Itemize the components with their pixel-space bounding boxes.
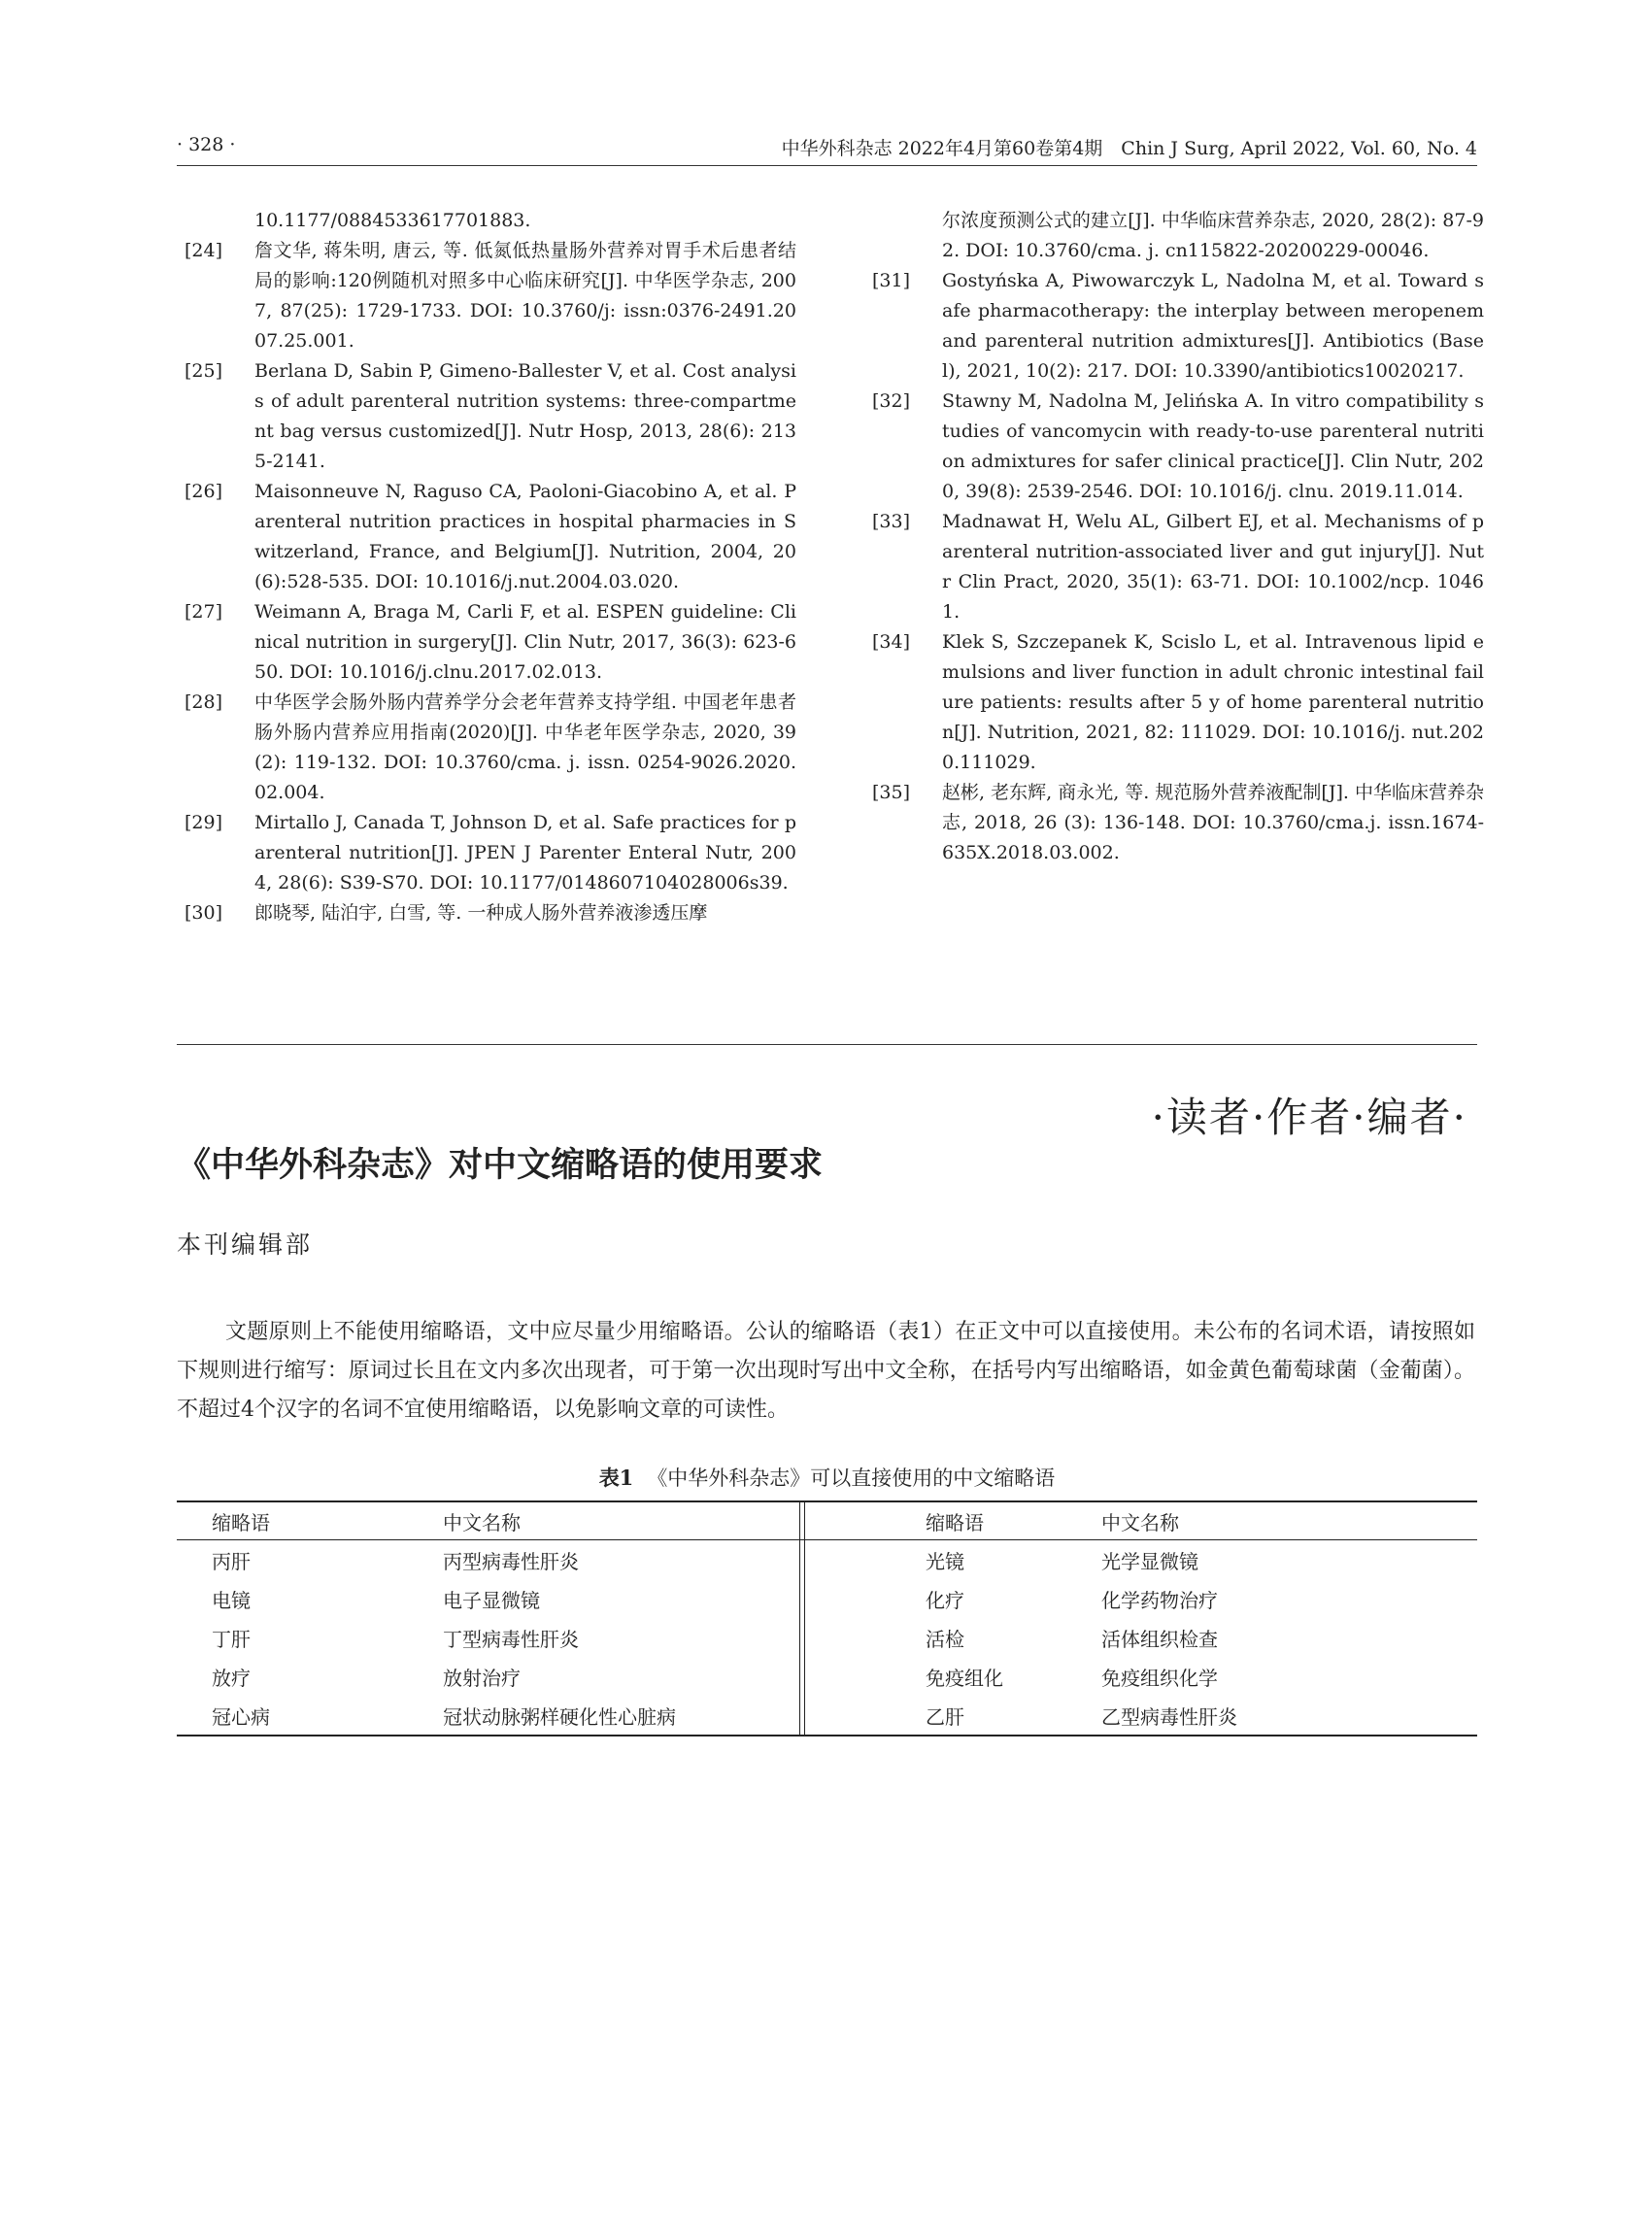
header-abbreviation: 缩略语: [177, 1501, 442, 1540]
reference-number: [27]: [185, 601, 223, 623]
reference-number: [34]: [872, 631, 911, 653]
reference-text: 詹文华, 蒋朱明, 唐云, 等. 低氮低热量肠外营养对胃手术后患者结局的影响:120例随机对照多中心临床研究[J]. 中华医学杂志, 2007, 87(25): 1729-1733. DOI: 10.3760/j: issn:0376-2491.2007.25.001.: [254, 240, 796, 352]
reference-number: [31]: [872, 270, 911, 291]
reference-number: [28]: [185, 691, 223, 713]
journal-citation: 中华外科杂志 2022年4月第60卷第4期 Chin J Surg, April 2022, Vol. 60, No. 4: [781, 138, 1477, 159]
table-title: 《中华外科杂志》可以直接使用的中文缩略语: [647, 1466, 1056, 1490]
reference-text: Maisonneuve N, Raguso CA, Paoloni-Giacobino A, et al. Parenteral nutrition practices in hospital pharmacies in Switzerland, France, and Belgium[J]. Nutrition, 2004, 20(6):528-535. DOI: 10.1016/j.nut.2004.03.020.: [254, 481, 796, 592]
reference-item: [872, 387, 1484, 507]
reference-text: Mirtallo J, Canada T, Johnson D, et al. Safe practices for parenteral nutrition[J]. JPEN J Parenter Enteral Nutr, 2004, 28(6): S39-S70. DOI: 10.1177/0148607104028006s39.: [254, 812, 796, 893]
full-name-cell: 免疫组织化学: [1101, 1666, 1218, 1690]
reference-text: Gostyńska A, Piwowarczyk L, Nadolna M, et al. Toward safe pharmacotherapy: the interplay between meropenem and parenteral nutrition admixtures[J]. Antibiotics (Basel), 2021, 10(2): 217. DOI: 10.3390/antibiotics10020217.: [942, 270, 1484, 382]
reference-text: 中华医学会肠外肠内营养学分会老年营养支持学组. 中国老年患者肠外肠内营养应用指南(2020)[J]. 中华老年医学杂志, 2020, 39(2): 119-132. DOI: 10.3760/cma. j. issn. 0254-9026.2020.02.004.: [254, 691, 796, 803]
reference-item: [872, 627, 1484, 778]
reference-text: 尔浓度预测公式的建立[J]. 中华临床营养杂志, 2020, 28(2): 87-92. DOI: 10.3760/cma. j. cn115822-20200229-00046.: [942, 210, 1484, 261]
table-row: [177, 1657, 1477, 1696]
table-label: 表1: [598, 1466, 634, 1490]
full-name-cell: 冠状动脉粥样硬化性心脏病: [442, 1696, 800, 1736]
table-header-row: [177, 1501, 1477, 1540]
table-row: [177, 1618, 1477, 1657]
reference-item: [872, 507, 1484, 627]
table-row: [177, 1579, 1477, 1618]
abbreviation-cell: 乙肝: [805, 1696, 1101, 1736]
abbreviation-cell: 丙肝: [212, 1549, 251, 1573]
abbreviation-table: [177, 1500, 1477, 1736]
references-left-column: [185, 206, 796, 928]
reference-text: Weimann A, Braga M, Carli F, et al. ESPEN guideline: Clinical nutrition in surgery[J]. Clin Nutr, 2017, 36(3): 623-650. DOI: 10.1016/j.clnu.2017.02.013.: [254, 601, 796, 683]
reference-number: [26]: [185, 481, 223, 502]
reference-number: [30]: [185, 902, 223, 924]
reference-text: Berlana D, Sabin P, Gimeno-Ballester V, et al. Cost analysis of adult parenteral nutrition systems: three-compartment bag versus customized[J]. Nutr Hosp, 2013, 28(6): 2135-2141.: [254, 360, 796, 472]
reference-text: Klek S, Szczepanek K, Scislo L, et al. Intravenous lipid emulsions and liver function in adult chronic intestinal failure patients: results after 5 y of home parenteral nutrition[J]. Nutrition, 2021, 82: 111029. DOI: 10.1016/j. nut.2020.111029.: [942, 631, 1484, 773]
reference-text: 赵彬, 老东辉, 商永光, 等. 规范肠外营养液配制[J]. 中华临床营养杂志, 2018, 26 (3): 136-148. DOI: 10.3760/cma.j. issn.1674-635X.2018.03.002.: [942, 782, 1484, 863]
section-divider: [177, 1044, 1477, 1045]
article-body: 文题原则上不能使用缩略语，文中应尽量少用缩略语。公认的缩略语（表1）在正文中可以直接使用。未公布的名词术语，请按照如下规则进行缩写：原词过长且在文内多次出现者，可于第一次出现时写出中文全称，在括号内写出缩略语，如金黄色葡萄球菌（金葡菌）。不超过4个汉字的名词不宜使用缩略语，以免影响文章的可读性。: [177, 1320, 1475, 1422]
reference-item: [185, 356, 796, 477]
full-name-cell: 活体组织检查: [1101, 1627, 1218, 1651]
article-title: 《中华外科杂志》对中文缩略语的使用要求: [177, 1146, 824, 1185]
table-row: [177, 1540, 1477, 1580]
reference-number: [35]: [872, 782, 911, 803]
full-name-cell: 丙型病毒性肝炎: [443, 1549, 579, 1573]
reference-text: Madnawat H, Welu AL, Gilbert EJ, et al. Mechanisms of parenteral nutrition-associated liver and gut injury[J]. Nutr Clin Pract, 2020, 35(1): 63-71. DOI: 10.1002/ncp. 10461.: [942, 511, 1484, 623]
reference-item: [872, 266, 1484, 387]
table-row: [177, 1696, 1477, 1736]
reference-item: [185, 898, 796, 928]
reference-text: 10.1177/0884533617701883.: [254, 210, 531, 231]
abbreviation-cell: 活检: [926, 1627, 964, 1651]
full-name-cell: 电子显微镜: [443, 1588, 540, 1612]
reference-item: [872, 206, 1484, 266]
column-label: ·读者·作者·编者·: [1151, 1094, 1467, 1141]
header-full-name: 中文名称: [1100, 1501, 1477, 1540]
reference-item: [185, 236, 796, 356]
page-header: [177, 132, 1477, 166]
reference-item: [185, 597, 796, 688]
reference-text: Stawny M, Nadolna M, Jelińska A. In vitro compatibility studies of vancomycin with ready-to-use parenteral nutrition admixtures for safer clinical practice[J]. Clin Nutr, 2020, 39(8): 2539-2546. DOI: 10.1016/j. clnu. 2019.11.014.: [942, 390, 1484, 502]
reference-number: [32]: [872, 390, 911, 412]
full-name-cell: 丁型病毒性肝炎: [443, 1627, 579, 1651]
article-author: 本刊编辑部: [177, 1230, 314, 1259]
abbreviation-cell: 放疗: [212, 1666, 251, 1690]
reference-number: [24]: [185, 240, 223, 261]
reference-item: [185, 688, 796, 808]
table-caption: [177, 1463, 1477, 1492]
references-right-column: [872, 206, 1484, 868]
reference-item: [185, 206, 796, 236]
reference-number: [25]: [185, 360, 223, 382]
reference-item: [185, 808, 796, 898]
header-full-name: 中文名称: [442, 1501, 800, 1540]
abbreviation-cell: 电镜: [212, 1588, 251, 1612]
full-name-cell: 放射治疗: [443, 1666, 521, 1690]
abbreviation-cell: 化疗: [926, 1588, 964, 1612]
reference-item: [185, 477, 796, 597]
reference-item: [872, 778, 1484, 868]
abbreviation-cell: 冠心病: [177, 1696, 442, 1736]
header-abbreviation: 缩略语: [805, 1501, 1101, 1540]
reference-number: [33]: [872, 511, 911, 532]
full-name-cell: 乙型病毒性肝炎: [1100, 1696, 1477, 1736]
abbreviation-cell: 免疫组化: [926, 1666, 1003, 1690]
abbreviation-cell: 丁肝: [212, 1627, 251, 1651]
full-name-cell: 化学药物治疗: [1101, 1588, 1218, 1612]
page-number: · 328 ·: [177, 134, 236, 155]
full-name-cell: 光学显微镜: [1101, 1549, 1198, 1573]
abbreviation-cell: 光镜: [926, 1549, 964, 1573]
reference-number: [29]: [185, 812, 223, 833]
reference-text: 郎晓琴, 陆泊宇, 白雪, 等. 一种成人肠外营养液渗透压摩: [254, 902, 708, 924]
